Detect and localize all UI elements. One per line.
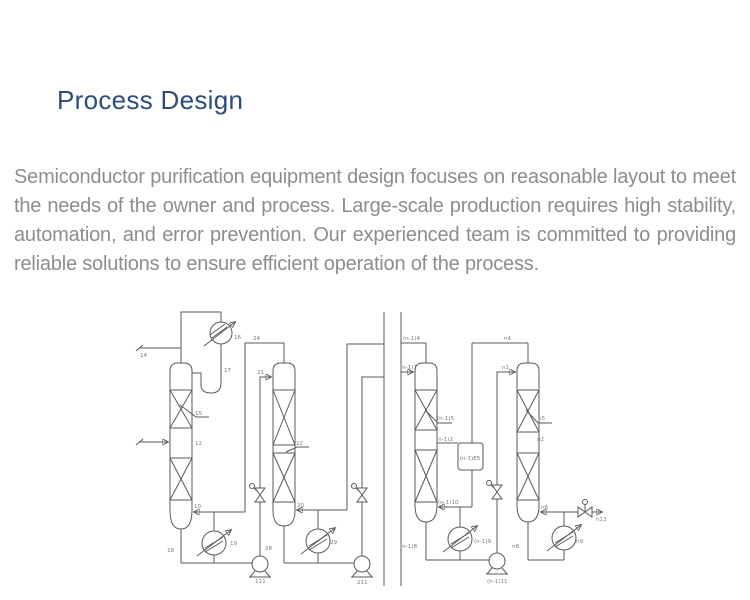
diagram-label: (n-1)9 [474,539,492,545]
diagram-label: 12 [195,441,203,447]
column-head [517,363,539,390]
reboiler-n-1-9-icon [443,526,477,552]
valve-1-icon [250,484,266,503]
diagram-label: 111 [255,579,266,585]
diagram-label: 211 [357,580,368,586]
diagram-label: (n-1)10 [438,500,459,506]
pump3-discharge-n1 [497,372,515,485]
diagram-label: (n-1)8 [400,544,418,550]
packing-x [170,390,192,500]
diagram-label: 14 [140,353,148,359]
diagram-label: (n-1)11 [487,579,508,585]
column-trays [170,390,192,500]
column-trays [517,390,539,500]
pump2-discharge-to-break [362,377,384,488]
valve-n-1-icon [487,481,503,500]
pump-211-icon [351,556,373,577]
diagram-label: n5 [538,416,546,422]
diagram-label: 10 [194,504,202,510]
process-flow-diagram [0,305,750,600]
diagram-label: (n-1)2 [436,437,454,443]
column-shell [415,390,437,505]
column-n-1 [415,363,437,522]
diagram-label: n9 [576,539,584,545]
reboiler-n9-icon [547,525,581,551]
column-head [415,363,437,390]
column-shell [273,390,295,510]
column-2 [273,363,295,526]
label-leaders [180,405,552,452]
diagram-label: 19 [230,541,238,547]
diagram-label: (n-1)5 [437,416,455,422]
diagram-label: n13 [596,517,607,523]
column-shell [517,390,539,505]
packing-x [517,390,539,500]
valve-2-icon [352,484,368,503]
pump-111-icon [249,556,271,577]
diagram-label: (n-1)E5 [459,456,481,462]
diagram-label: 28 [265,546,273,552]
column-head [170,363,192,390]
condenser-16-icon [204,322,235,346]
diagram-label: n6 [541,505,549,511]
diagram-label: 17 [224,368,232,374]
column-head [273,363,295,390]
page-title: Process Design [57,85,244,115]
column-trays [415,390,437,502]
diagram-label: (n-1)4 [403,336,421,342]
column-shell [170,390,192,510]
leader-22 [286,447,309,452]
diagram-label: n4 [504,336,512,342]
pump1-discharge-21 [260,377,271,488]
diagram-label: 15 [195,411,203,417]
equipment [197,322,592,577]
diagram-label: 22 [296,441,304,447]
packing-x [273,390,295,502]
diagram-label: 18 [167,548,175,554]
diagram-label: n8 [512,544,520,550]
column-bottom-dome [170,510,192,529]
diagram-label: 21 [257,370,265,376]
diagram-label: 24 [253,336,261,342]
column-1 [170,363,192,529]
column-n [517,363,539,522]
reboiler-19-icon [197,530,231,556]
column-bottom-dome [415,505,437,522]
packing-x [415,390,437,502]
column-bottom-dome [273,510,295,526]
column-trays [273,390,295,502]
col1-downcomer-u [192,344,221,393]
diagram-label: 20 [297,503,305,509]
intro-paragraph: Semiconductor purification equipment design focuses on reasonable layout to meet the needs of the owner and process. Large-scale production requires high stability, automation, and error prevention. Our experienced team is committed to providing reliable solutions to ensure efficient operation of the process. [14,166,736,275]
diagram-label: 16 [234,335,242,341]
pump-n-1-11-icon [486,553,508,574]
diagram-label: n2 [537,437,545,443]
column-bottom-dome [517,505,539,522]
diagram-label: n1 [502,365,510,371]
diagram-label: 29 [330,540,338,546]
diagram-label: (n-1)1 [400,365,418,371]
valve-n13-icon [578,500,592,518]
